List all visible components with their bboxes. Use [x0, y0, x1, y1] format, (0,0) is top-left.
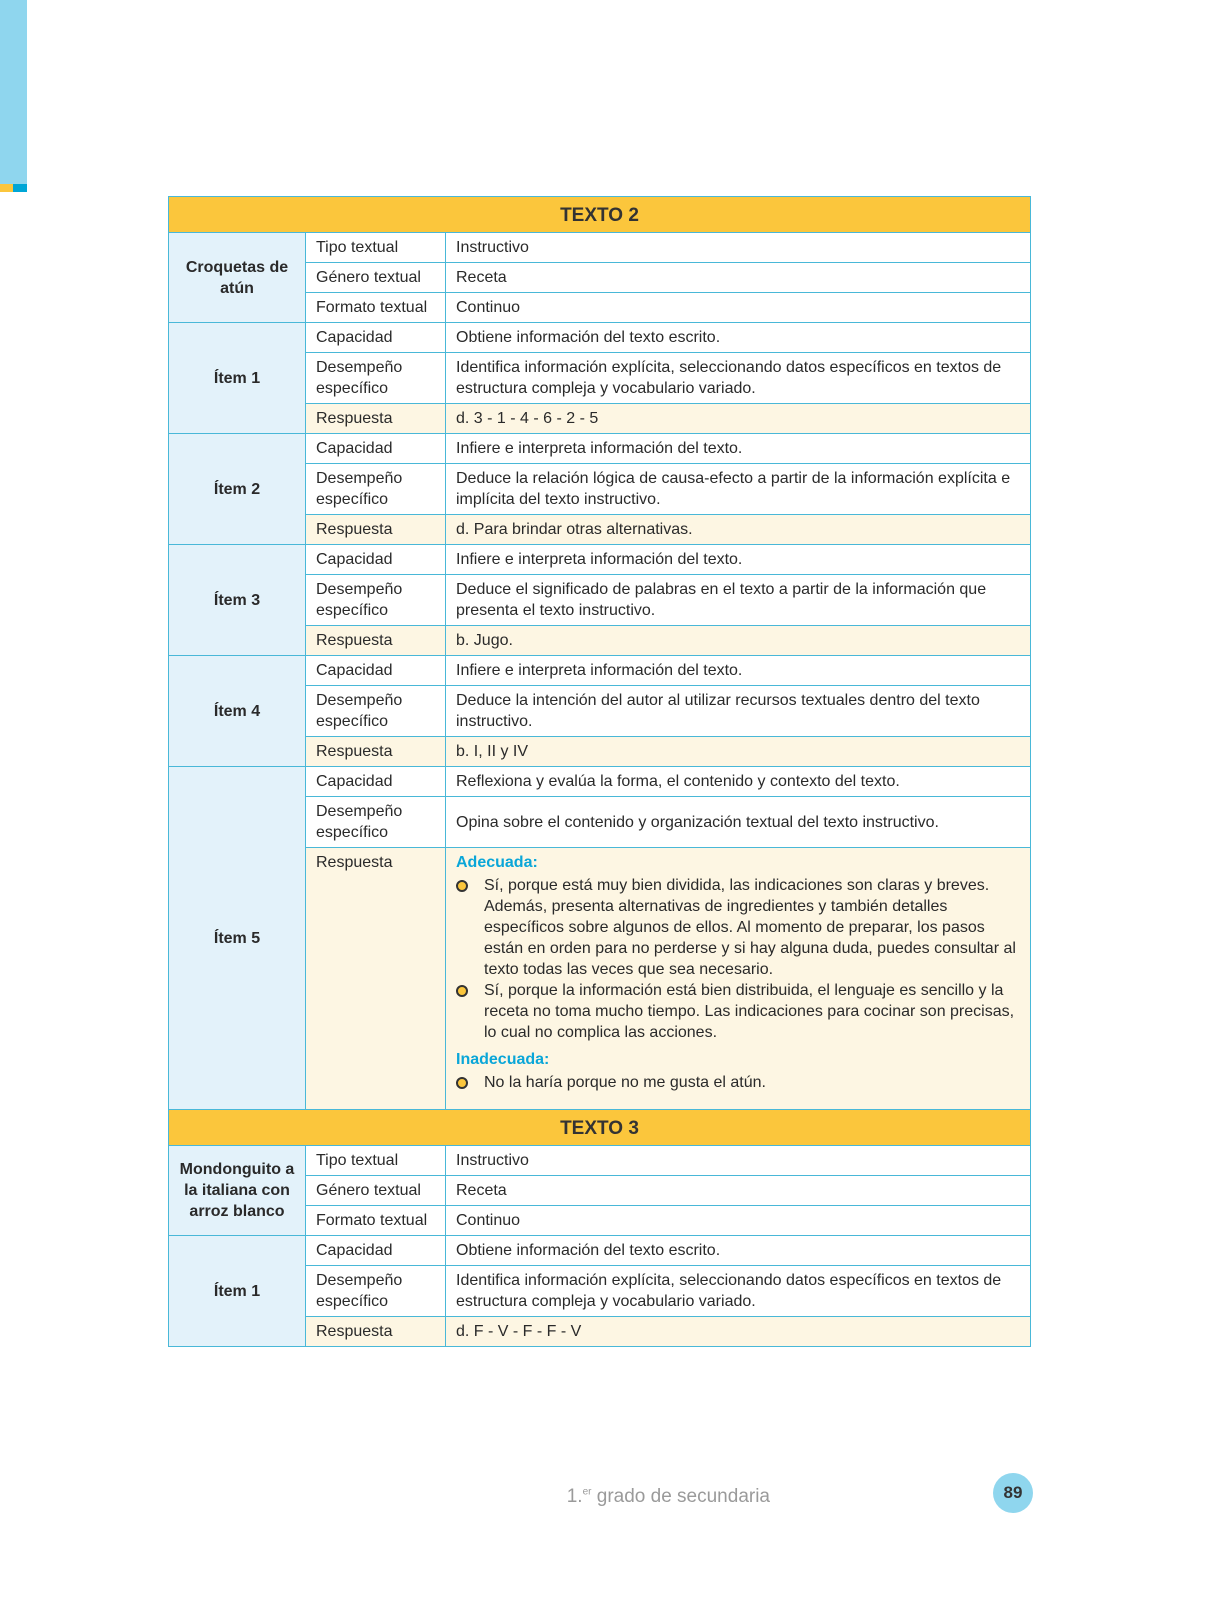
- info-label: Tipo textual: [306, 233, 446, 263]
- adecuada-list: [456, 875, 1020, 1043]
- desempeno-value: Deduce la relación lógica de causa-efecto a partir de la información explícita e implícita del texto instructivo.: [446, 464, 1031, 515]
- desempeno-value: Identifica información explícita, seleccionando datos específicos en textos de estructura compleja y vocabulario variado.: [446, 353, 1031, 404]
- desempeno-value: Deduce el significado de palabras en el texto a partir de la información que presenta el texto instructivo.: [446, 575, 1031, 626]
- respuesta-value: b. I, II y IV: [446, 737, 1031, 767]
- capacidad-value: Obtiene información del texto escrito.: [446, 323, 1031, 353]
- respuesta-value: b. Jugo.: [446, 626, 1031, 656]
- bullet-icon: [456, 1077, 468, 1089]
- item-label: Ítem 2: [169, 434, 306, 545]
- desempeno-label: Desempeño específico: [306, 353, 446, 404]
- capacidad-label: Capacidad: [306, 767, 446, 797]
- inadecuada-list: [456, 1072, 1020, 1093]
- capacidad-label: Capacidad: [306, 434, 446, 464]
- info-value: Receta: [446, 263, 1031, 293]
- side-accent-blue: [13, 184, 27, 192]
- respuesta-value: [446, 848, 1031, 1110]
- answer-key-table: [168, 196, 1031, 1347]
- info-label: Género textual: [306, 1176, 446, 1206]
- texto2-title: Croquetas de atún: [169, 233, 306, 323]
- desempeno-label: Desempeño específico: [306, 1266, 446, 1317]
- list-item: [456, 980, 1020, 1043]
- info-value: Instructivo: [446, 233, 1031, 263]
- info-value: Continuo: [446, 1206, 1031, 1236]
- info-value: Instructivo: [446, 1146, 1031, 1176]
- grade-label: [567, 1486, 770, 1508]
- capacidad-value: Infiere e interpreta información del texto.: [446, 434, 1031, 464]
- bullet-icon: [456, 880, 468, 892]
- answer-text: Sí, porque está muy bien dividida, las indicaciones son claras y breves. Además, presenta alternativas de ingredientes y también detalles específicos sobre algunos de ellos. Al momento de preparar, los pasos están en orden para no perderse y si hay alguna duda, puedes consultar al texto todas las veces que sea necesario.: [484, 877, 1016, 978]
- respuesta-label: Respuesta: [306, 848, 446, 1110]
- capacidad-label: Capacidad: [306, 1236, 446, 1266]
- capacidad-value: Infiere e interpreta información del texto.: [446, 656, 1031, 686]
- capacidad-value: Reflexiona y evalúa la forma, el contenido y contexto del texto.: [446, 767, 1031, 797]
- desempeno-label: Desempeño específico: [306, 686, 446, 737]
- desempeno-label: Desempeño específico: [306, 464, 446, 515]
- grade-superscript: er: [582, 1486, 592, 1498]
- respuesta-value: d. Para brindar otras alternativas.: [446, 515, 1031, 545]
- bullet-icon: [456, 985, 468, 997]
- capacidad-value: Obtiene información del texto escrito.: [446, 1236, 1031, 1266]
- list-item: [456, 1072, 1020, 1093]
- capacidad-label: Capacidad: [306, 323, 446, 353]
- capacidad-value: Infiere e interpreta información del texto.: [446, 545, 1031, 575]
- info-label: Género textual: [306, 263, 446, 293]
- respuesta-label: Respuesta: [306, 515, 446, 545]
- respuesta-label: Respuesta: [306, 404, 446, 434]
- info-label: Formato textual: [306, 293, 446, 323]
- capacidad-label: Capacidad: [306, 545, 446, 575]
- grade-number: 1.: [566, 1486, 583, 1507]
- page-number: 89: [993, 1473, 1033, 1513]
- side-accent-yellow: [0, 184, 13, 192]
- list-item: [456, 875, 1020, 980]
- respuesta-value: d. F - V - F - F - V: [446, 1317, 1031, 1347]
- inadecuada-label: Inadecuada:: [456, 1051, 550, 1068]
- grade-text: grado de secundaria: [591, 1486, 770, 1507]
- info-value: Receta: [446, 1176, 1031, 1206]
- info-label: Tipo textual: [306, 1146, 446, 1176]
- info-value: Continuo: [446, 293, 1031, 323]
- respuesta-value: d. 3 - 1 - 4 - 6 - 2 - 5: [446, 404, 1031, 434]
- capacidad-label: Capacidad: [306, 656, 446, 686]
- respuesta-label: Respuesta: [306, 1317, 446, 1347]
- item-label: Ítem 4: [169, 656, 306, 767]
- item-label: Ítem 1: [169, 323, 306, 434]
- respuesta-label: Respuesta: [306, 626, 446, 656]
- desempeno-label: Desempeño específico: [306, 797, 446, 848]
- item-label: Ítem 5: [169, 767, 306, 1110]
- respuesta-label: Respuesta: [306, 737, 446, 767]
- texto3-title: Mondonguito a la italiana con arroz blanco: [169, 1146, 306, 1236]
- answer-text: No la haría porque no me gusta el atún.: [484, 1074, 766, 1091]
- item-label: Ítem 1: [169, 1236, 306, 1347]
- info-label: Formato textual: [306, 1206, 446, 1236]
- side-color-bar: [0, 0, 27, 184]
- desempeno-value: Identifica información explícita, seleccionando datos específicos en textos de estructura compleja y vocabulario variado.: [446, 1266, 1031, 1317]
- texto2-header: TEXTO 2: [169, 197, 1031, 233]
- answer-text: Sí, porque la información está bien distribuida, el lenguaje es sencillo y la receta no toma mucho tiempo. Las indicaciones para cocinar son precisas, lo cual no complica las acciones.: [484, 982, 1015, 1041]
- desempeno-value: Deduce la intención del autor al utilizar recursos textuales dentro del texto instructivo.: [446, 686, 1031, 737]
- adecuada-label: Adecuada:: [456, 854, 538, 871]
- desempeno-label: Desempeño específico: [306, 575, 446, 626]
- desempeno-value: Opina sobre el contenido y organización textual del texto instructivo.: [446, 797, 1031, 848]
- texto3-header: TEXTO 3: [169, 1110, 1031, 1146]
- item-label: Ítem 3: [169, 545, 306, 656]
